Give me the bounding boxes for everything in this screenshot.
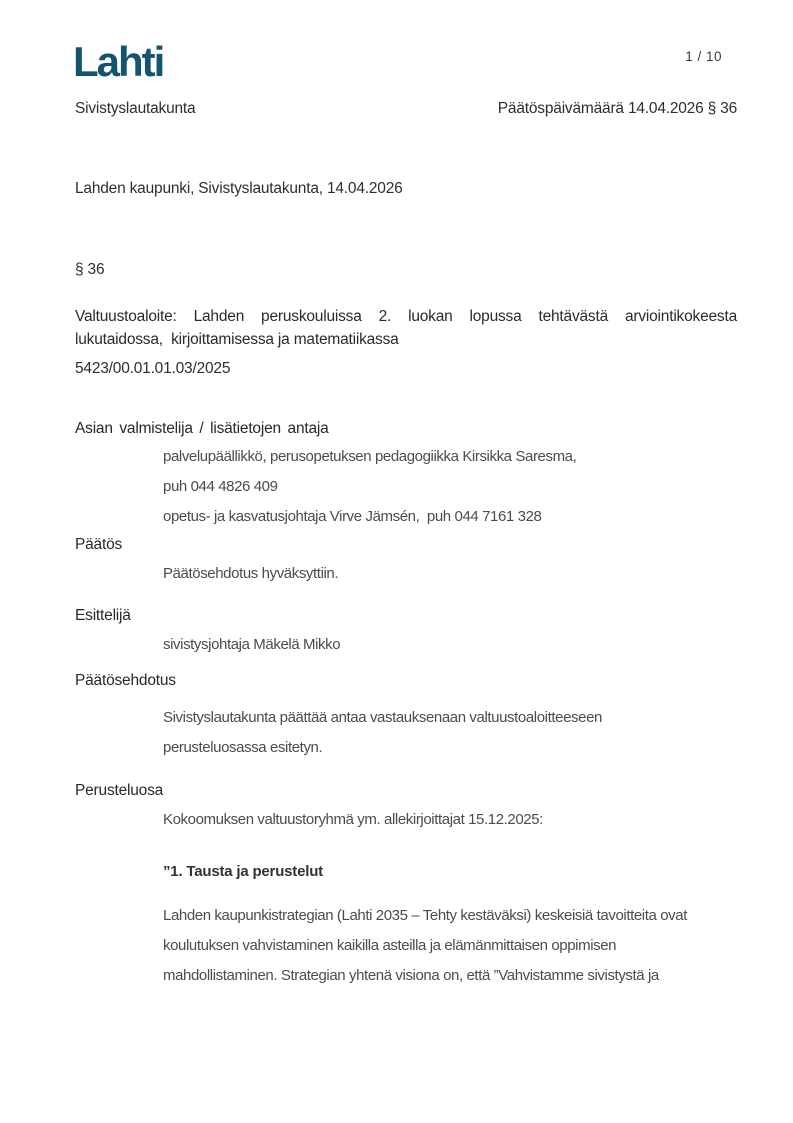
proposal-line: Sivistyslautakunta päättää antaa vastauksenaan valtuustoaloitteeseen	[163, 709, 602, 726]
section-content-decision	[163, 559, 763, 589]
preparer-line: palvelupäällikkö, perusopetuksen pedagogiikka Kirsikka Saresma,	[163, 448, 577, 465]
presenter-line: sivistysjohtaja Mäkelä Mikko	[163, 636, 341, 653]
page-number: 1 / 10	[685, 49, 722, 64]
section-content-presenter	[163, 630, 763, 660]
preparer-line: puh 044 4826 409	[163, 478, 278, 495]
rationale-intro-line: Kokoomuksen valtuustoryhmä ym. allekirjoittajat 15.12.2025:	[163, 811, 543, 828]
rationale-paragraph-line: Lahden kaupunkistrategian (Lahti 2035 – Tehty kestäväksi) keskeisiä tavoitteita ovat	[163, 907, 687, 924]
document-title-line: Valtuustoaloite: Lahden peruskouluissa 2. luokan lopussa tehtävästä arviointikokeesta	[75, 308, 737, 325]
section-label-decision: Päätös	[75, 536, 123, 553]
decision-date: Päätöspäivämäärä 14.04.2026 § 36	[497, 100, 737, 117]
preparer-line: opetus- ja kasvatusjohtaja Virve Jämsén, puh 044 7161 328	[163, 508, 542, 525]
document-title	[75, 306, 737, 351]
rationale-subheading-line: ”1. Tausta ja perustelut	[163, 863, 323, 880]
case-number: 5423/00.01.01.03/2025	[75, 360, 231, 377]
section-label-preparer: Asian valmistelija / lisätietojen antaja	[75, 420, 329, 437]
section-label-presenter: Esittelijä	[75, 607, 131, 624]
proposal-line: perusteluosassa esitetyn.	[163, 739, 323, 756]
rationale-subheading	[163, 857, 763, 887]
section-content-preparer	[163, 442, 763, 532]
document-source-line: Lahden kaupunki, Sivistyslautakunta, 14.04.2026	[75, 180, 403, 197]
rationale-paragraph	[163, 901, 763, 991]
rationale-intro	[163, 805, 763, 835]
section-label-proposal: Päätösehdotus	[75, 672, 176, 689]
section-number: § 36	[75, 261, 105, 278]
committee-name: Sivistyslautakunta	[75, 100, 196, 117]
lahti-logo: Lahti	[73, 38, 164, 85]
document-title-line: lukutaidossa, kirjoittamisessa ja matematiikassa	[75, 330, 399, 348]
rationale-paragraph-line: mahdollistaminen. Strategian yhtenä visiona on, että ”Vahvistamme sivistystä ja	[163, 967, 659, 984]
section-label-rationale: Perusteluosa	[75, 782, 164, 799]
decision-line: Päätösehdotus hyväksyttiin.	[163, 565, 339, 582]
rationale-paragraph-line: koulutuksen vahvistaminen kaikilla asteilla ja elämänmittaisen oppimisen	[163, 937, 617, 954]
section-content-proposal	[163, 703, 763, 763]
